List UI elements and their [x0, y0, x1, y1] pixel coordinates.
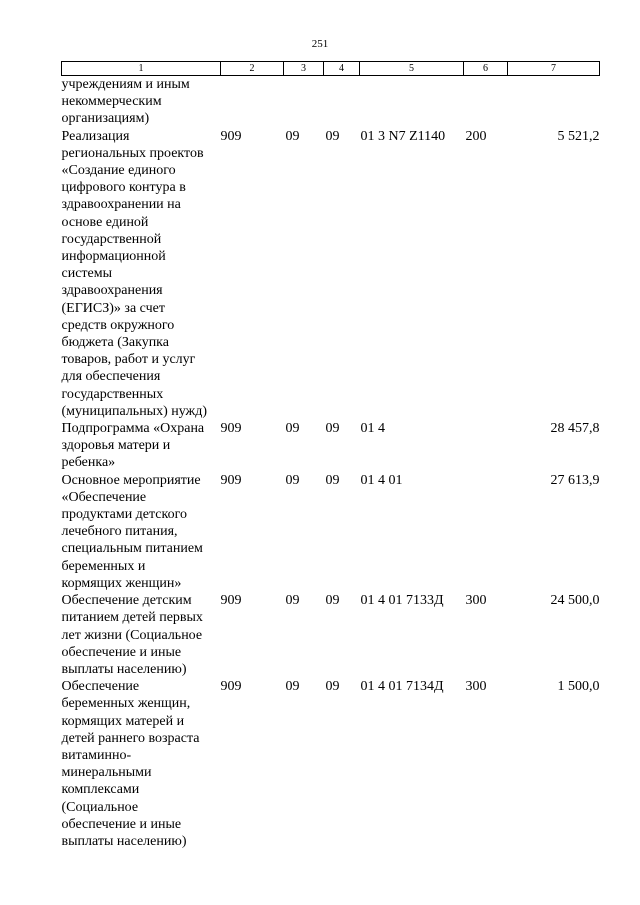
row-subsection: [324, 76, 360, 128]
row-name: Реализация региональных проектов «Создание единого цифрового контура в здравоохранении на основе единой государственной информационной системы здравоохранения (ЕГИСЗ)» за счет средств окружного бюджета (Закупка товаров, работ и услуг для обеспечения государственных (муниципальных) нужд): [61, 128, 208, 419]
row-section: 09: [285, 472, 300, 488]
row-admin-code: 909: [220, 128, 242, 144]
row-name: Основное мероприятие «Обеспечение продуктами детского лечебного питания, специальным питанием беременных и кормящих женщин»: [61, 472, 203, 591]
row-subsection: 09: [325, 593, 340, 609]
row-section: 09: [285, 128, 300, 144]
table-header: [62, 62, 600, 76]
row-sum: 28 457,8: [550, 421, 600, 437]
row-section: 09: [285, 679, 300, 695]
table-row: [62, 76, 600, 128]
row-expense-type: 200: [465, 128, 487, 144]
row-expense-type: [464, 76, 508, 128]
budget-table: [61, 61, 600, 850]
page-number: 251: [311, 38, 329, 50]
row-subsection: 09: [325, 679, 340, 695]
row-subsection: 09: [325, 128, 340, 144]
row-expense-type: 300: [465, 679, 487, 695]
header-col-7: 7: [508, 62, 600, 76]
row-subsection: 09: [325, 421, 340, 437]
table-body: [62, 76, 600, 851]
header-col-4: 4: [324, 62, 360, 76]
table-row: [62, 472, 600, 592]
row-section: [284, 76, 324, 128]
table-row: [62, 678, 600, 850]
row-sum: 24 500,0: [550, 593, 600, 609]
row-admin-code: 909: [220, 421, 242, 437]
row-admin-code: 909: [220, 679, 242, 695]
row-name: Обеспечение беременных женщин, кормящих матерей и детей раннего возраста витаминно- минеральными комплексами (Социальное обеспечение и иные выплаты населению): [61, 679, 200, 849]
row-expense-type: 300: [465, 593, 487, 609]
table-row: [62, 128, 600, 420]
row-target-article: 01 4: [360, 421, 385, 437]
row-name: учреждениям и иным некоммерческим организациям): [61, 77, 190, 127]
row-sum: 1 500,0: [557, 679, 600, 695]
header-col-1: 1: [62, 62, 221, 76]
row-admin-code: [221, 76, 284, 128]
row-sum: [508, 76, 600, 128]
row-target-article: 01 4 01: [360, 472, 403, 488]
header-col-5: 5: [360, 62, 464, 76]
row-target-article: 01 4 01 7133Д: [360, 593, 444, 609]
header-col-6: 6: [464, 62, 508, 76]
row-sum: 27 613,9: [550, 472, 600, 488]
row-subsection: 09: [325, 472, 340, 488]
row-admin-code: 909: [220, 593, 242, 609]
row-expense-type: [464, 420, 508, 472]
row-target-article: 01 3 N7 Z1140: [360, 128, 446, 144]
row-section: 09: [285, 421, 300, 437]
header-col-2: 2: [221, 62, 284, 76]
row-target-article: [360, 76, 464, 128]
row-expense-type: [464, 472, 508, 592]
row-sum: 5 521,2: [557, 128, 600, 144]
row-target-article: 01 4 01 7134Д: [360, 679, 444, 695]
header-col-3: 3: [284, 62, 324, 76]
table-row: [62, 420, 600, 472]
row-name: Обеспечение детским питанием детей первых лет жизни (Социальное обеспечение и иные выплаты населению): [61, 593, 203, 677]
row-section: 09: [285, 593, 300, 609]
row-admin-code: 909: [220, 472, 242, 488]
table-row: [62, 592, 600, 678]
header-row: [62, 62, 600, 76]
row-name: Подпрограмма «Охрана здоровья матери и ребенка»: [61, 421, 205, 471]
